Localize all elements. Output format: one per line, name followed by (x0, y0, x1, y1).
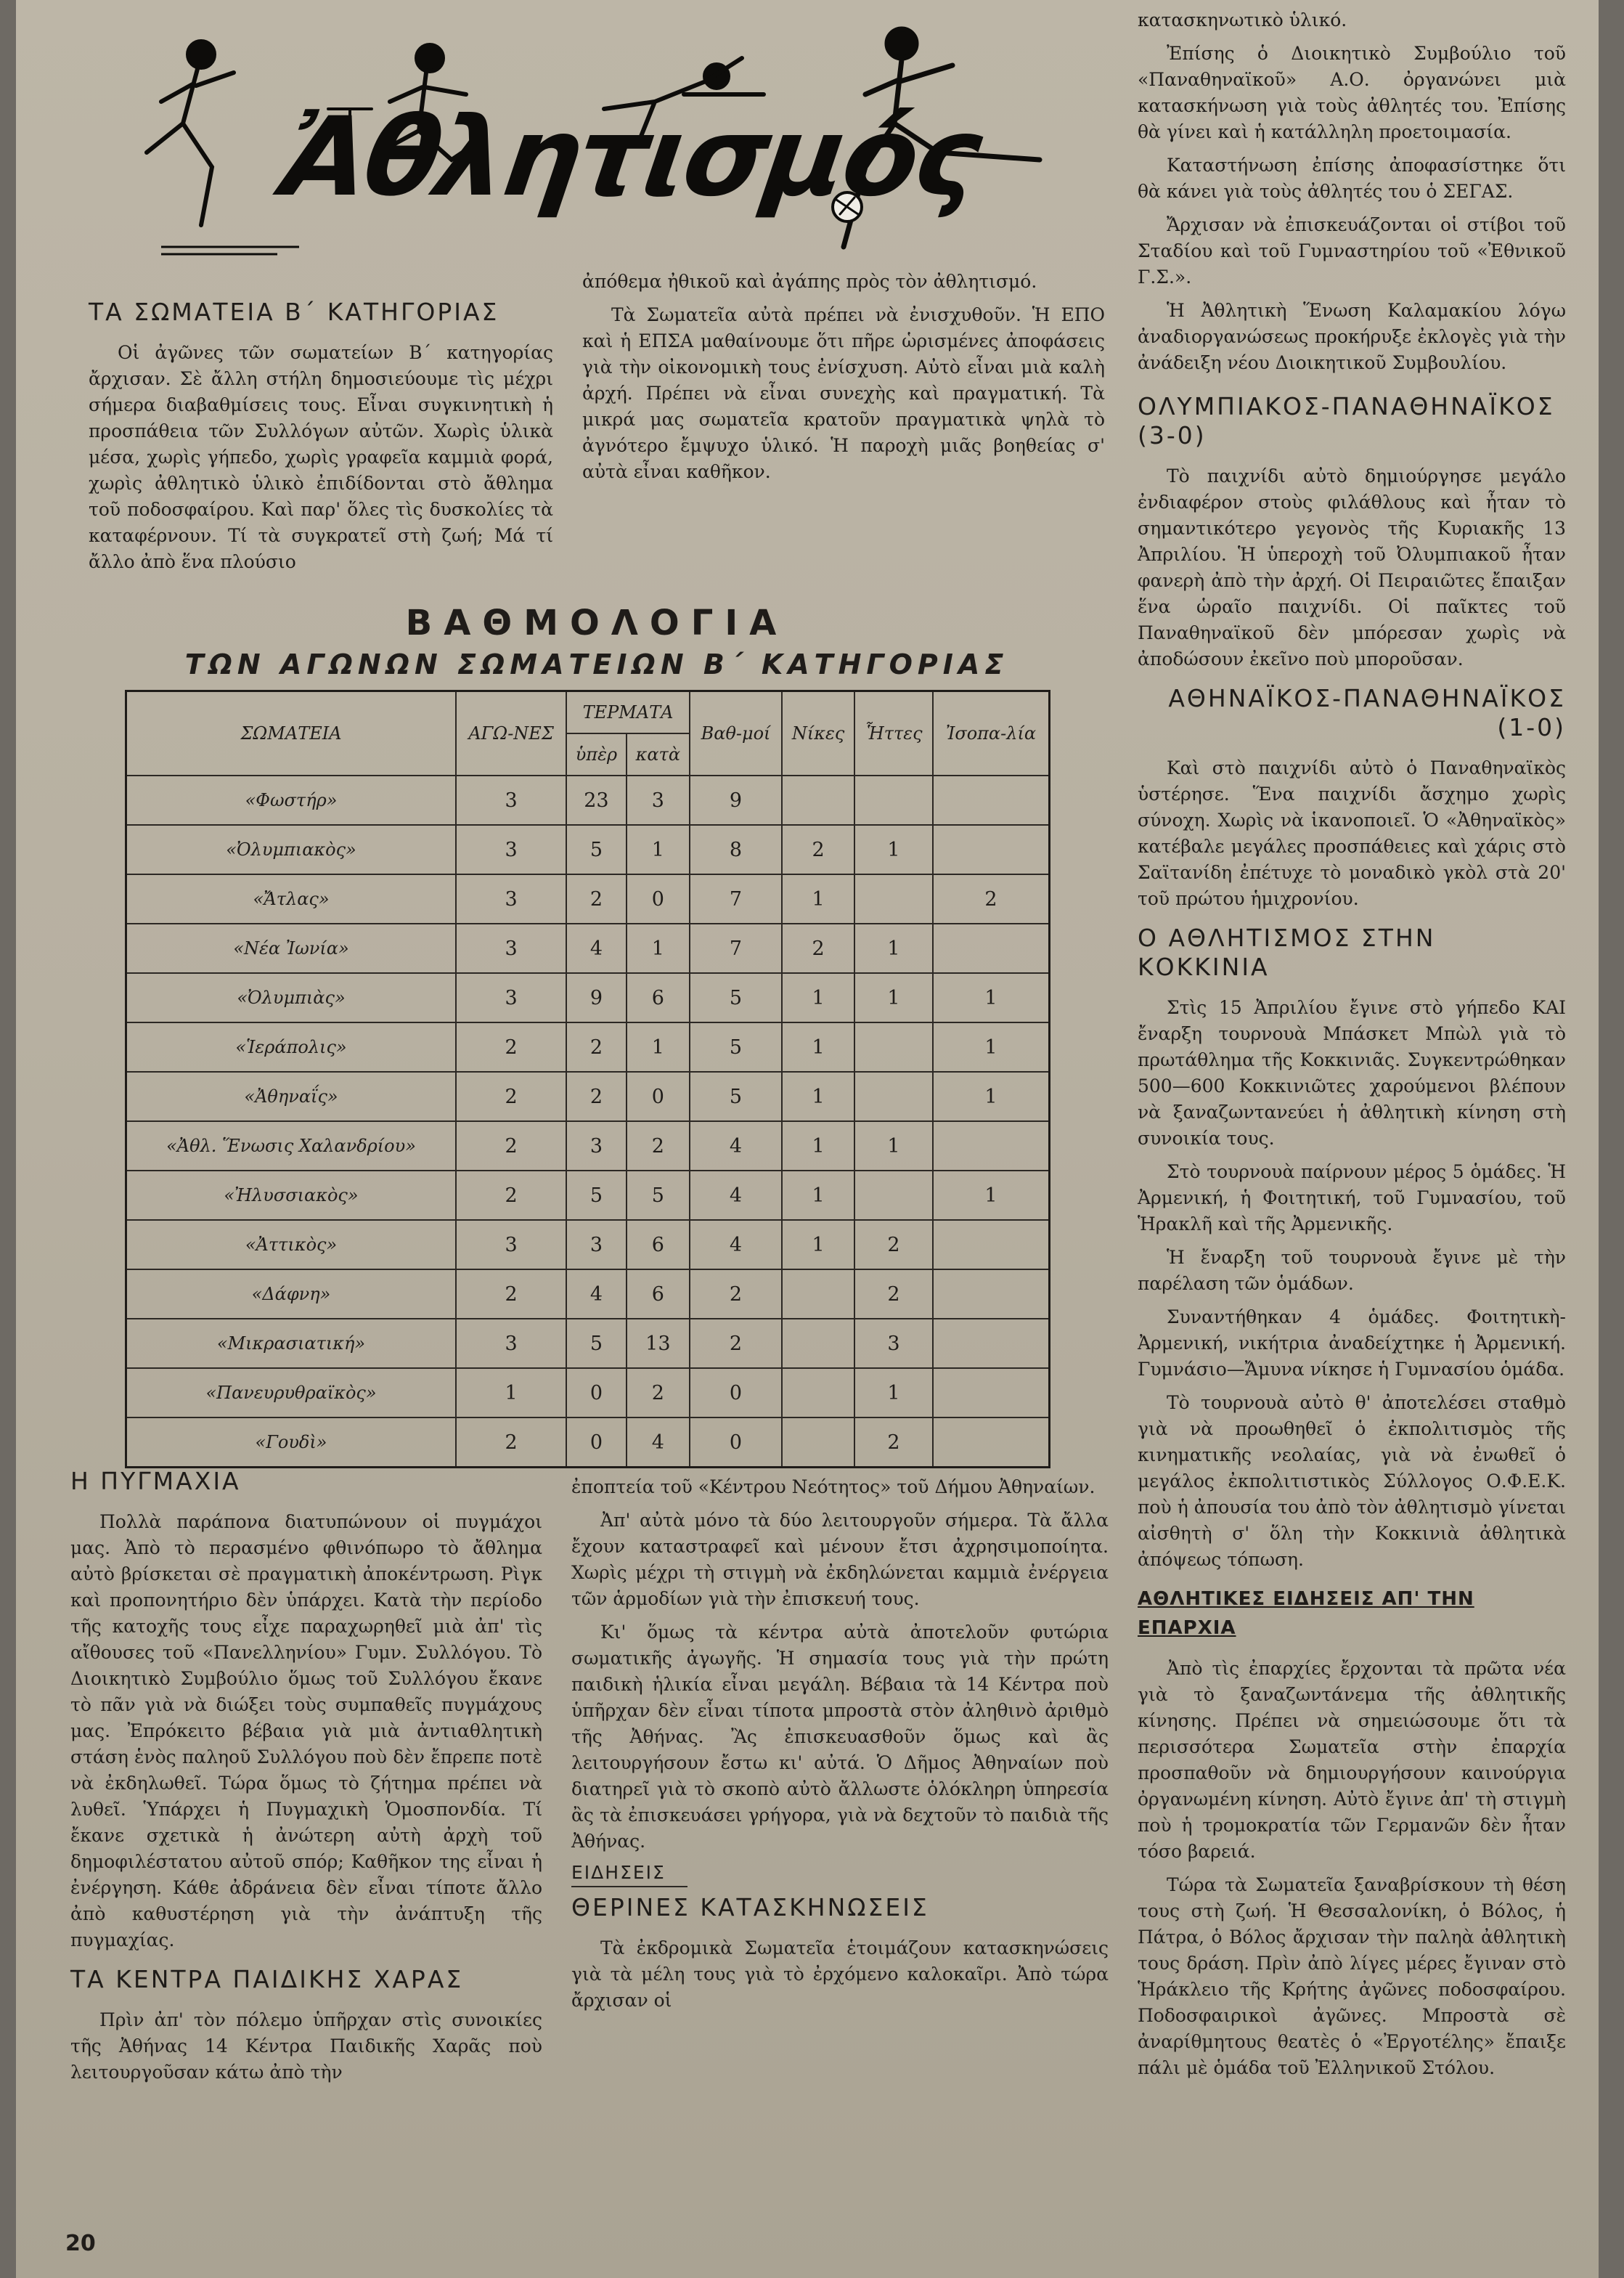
points-cell: 0 (690, 1368, 782, 1417)
right-top-paragraph-4: Ἄρχισαν νὰ ἐπισκευάζονται οἱ στίβοι τοῦ Σταδίου καὶ τοῦ Γυμναστηρίου τοῦ «Ἐθνικοῦ Γ.Σ.». (1138, 214, 1566, 288)
draws-cell (933, 1269, 1050, 1319)
points-cell: 7 (690, 874, 782, 924)
games-cell: 3 (456, 973, 566, 1022)
for-cell: 3 (566, 1220, 627, 1269)
for-cell: 2 (566, 1022, 627, 1072)
draws-cell (933, 825, 1050, 874)
table-row (126, 1171, 1050, 1220)
losses-cell: 1 (854, 825, 933, 874)
header-games: ΑΓΩ-ΝΕΣ (456, 691, 566, 776)
for-cell: 2 (566, 1072, 627, 1121)
against-cell: 1 (627, 825, 690, 874)
kokkinia-paragraph-2: Στὸ τουρνουὰ παίρνουν μέρος 5 ὁμάδες. Ἡ Ἀρμενική, ἡ Φοιτητική, τοῦ Γυμνασίου, τοῦ Ἡρακλῆ καὶ τῆς Ἀρμενικῆς. (1138, 1161, 1566, 1234)
games-cell: 2 (456, 1121, 566, 1171)
right-top-paragraph-5: Ἡ Ἀθλητικὴ Ἕνωση Καλαμακίου λόγω ἀναδιοργανώσεως προκήρυξε ἐκλογὲς γιὰ τὴν ἀνάδειξη νέου Διοικητικοῦ Συμβουλίου. (1138, 300, 1566, 373)
table-row (126, 1319, 1050, 1368)
table-row (126, 1121, 1050, 1171)
header-goals: ΤΕΡΜΑΤΑ (566, 691, 690, 734)
wins-cell: 1 (782, 1072, 854, 1121)
points-cell: 5 (690, 1072, 782, 1121)
for-cell: 5 (566, 1319, 627, 1368)
games-cell: 3 (456, 776, 566, 825)
wins-cell (782, 1319, 854, 1368)
kokkinia-paragraph-3: Ἡ ἔναρξη τοῦ τουρνουὰ ἔγινε μὲ τὴν παρέλαση τῶν ὁμάδων. (1138, 1247, 1566, 1294)
team-name-cell: «Νέα Ἰωνία» (126, 924, 457, 973)
for-cell: 4 (566, 924, 627, 973)
children-centres-continuation-1: ἐποπτεία τοῦ «Κέντρου Νεότητος» τοῦ Δήμου Ἀθηναίων. (571, 1476, 1095, 1497)
against-cell: 13 (627, 1319, 690, 1368)
lower-league-continuation-2: Τὰ Σωματεῖα αὐτὰ πρέπει νὰ ἐνισχυθοῦν. Ἡ ΕΠΟ καὶ ἡ ΕΠΣΑ μαθαίνουμε ὅτι πῆρε ὡρισμένες ἀποφάσεις γιὰ τὴν οἰκονομικὴ τους ἐνίσχυση. Αὐτὸ εἶναι μιὰ καλὴ ἀρχή. Πρέπει νὰ εἶναι συνεχὴς καὶ πραγματική. Τὰ μικρά μας σωματεῖα κρατοῦν πραγματικὰ ψηλὰ τὸ ἀγνότερο ἔμψυχο ὑλικό. Ἡ παροχὴ μιᾶς βοηθείας σ' αὐτὰ εἶναι καθῆκον. (582, 304, 1105, 482)
match2-paragraph: Καὶ στὸ παιχνίδι αὐτὸ ὁ Παναθηναϊκὸς ὑστέρησε. Ἕνα παιχνίδι ἄσχημο χωρὶς σύνοχη. Χωρὶς νὰ ἱκανοποιεῖ. Ὁ «Ἀθηναϊκὸς» κατέβαλε μεγάλες προσπάθειες καὶ χάρις στὸ Σαϊτανίδη ἐπέτυχε τὸ μοναδικὸ γκὸλ στὰ 20' τοῦ πρώτου ἡμιχρονίου. (1138, 757, 1566, 909)
table-row (126, 776, 1050, 825)
draws-cell (933, 924, 1050, 973)
draws-cell (933, 1319, 1050, 1368)
masthead-title: Ἀθλητισμός (275, 94, 987, 221)
games-cell: 3 (456, 924, 566, 973)
wins-cell: 1 (782, 874, 854, 924)
games-cell: 3 (456, 1220, 566, 1269)
games-cell: 2 (456, 1022, 566, 1072)
draws-cell: 1 (933, 1072, 1050, 1121)
team-name-cell: «Πανευρυθραϊκὸς» (126, 1368, 457, 1417)
kokkinia-heading: Ο ΑΘΛΗΤΙΣΜΟΣ ΣΤΗΝ ΚΟΚΚΙΝΙΑ (1138, 924, 1436, 981)
kokkinia-paragraph-1: Στὶς 15 Ἀπριλίου ἔγινε στὸ γήπεδο ΚΑΙ ἔναρξη τουρνουὰ Μπάσκετ Μπὼλ γιὰ τὸ πρωτάθλημα τῆς Κοκκινιᾶς. Συγκεντρώθηκαν 500—600 Κοκκινιῶτες χαρούμενοι βλέπουν νὰ ξαναζωντανεύει ἡ ἀθλητικὴ κίνηση στὴ συνοικία τους. (1138, 997, 1566, 1149)
team-name-cell: «Ἀθηναΐς» (126, 1072, 457, 1121)
for-cell: 4 (566, 1269, 627, 1319)
header-wins: Νίκες (782, 691, 854, 776)
team-name-cell: «Ἀθλ. Ἕνωσις Χαλανδρίου» (126, 1121, 457, 1171)
wins-cell (782, 1417, 854, 1468)
lower-league-continuation (582, 269, 1105, 492)
lower-league-paragraph: Οἱ ἀγῶνες τῶν σωματείων Β΄ κατηγορίας ἄρχισαν. Σὲ ἄλλη στήλη δημοσιεύουμε τὶς μέχρι σήμερα διαβαθμίσεις τους. Εἶναι συγκινητικὴ ἡ προσπάθεια τῶν Συλλόγων αὐτῶν. Χωρὶς ὑλικὰ μέσα, χωρὶς γήπεδο, χωρὶς γραφεῖα καμμιὰ φορά, χωρὶς ἀθλητικὸ ὑλικὸ ἐπιδίδονται στὸ ἄθλημα τοῦ ποδοσφαίρου. Καὶ παρ' ὅλες τὶς δυσκολίες τὰ καταφέρνουν. Τί τὰ συγκρατεῖ στὴ ζωή; Μά τί ἄλλο ἀπὸ ἕνα πλούσιο (89, 342, 553, 572)
losses-cell (854, 1171, 933, 1220)
against-cell: 3 (627, 776, 690, 825)
right-top-paragraph-3: Καταστήνωση ἐπίσης ἀποφασίστηκε ὅτι θὰ κάνει γιὰ τοὺς ἀθλητές του ὁ ΣΕΓΑΣ. (1138, 155, 1566, 202)
team-name-cell: «Γουδὶ» (126, 1417, 457, 1468)
header-teams: ΣΩΜΑΤΕΙΑ (126, 691, 457, 776)
points-cell: 5 (690, 973, 782, 1022)
team-name-cell: «Φωστήρ» (126, 776, 457, 825)
draws-cell: 1 (933, 973, 1050, 1022)
news-section-label: ΕΙΔΗΣΕΙΣ (571, 1862, 666, 1883)
boxing-article (70, 1467, 542, 2093)
for-cell: 3 (566, 1121, 627, 1171)
points-cell: 8 (690, 825, 782, 874)
points-cell: 4 (690, 1220, 782, 1269)
losses-cell: 1 (854, 924, 933, 973)
points-cell: 2 (690, 1319, 782, 1368)
kokkinia-paragraph-4: Συναντήθηκαν 4 ὁμάδες. Φοιτητικὴ-Ἀρμενική, νικήτρια ἀναδείχτηκε ἡ Ἀρμενική. Γυμνάσιο—Ἄμυνα νίκησε ἡ Γυμνασίου ὁμάδα. (1138, 1306, 1566, 1380)
for-cell: 0 (566, 1368, 627, 1417)
losses-cell (854, 1072, 933, 1121)
provinces-heading: ΑΘΛΗΤΙΚΕΣ ΕΙΔΗΣΕΙΣ ΑΠ' ΤΗΝ ΕΠΑΡΧΙΑ (1138, 1588, 1474, 1639)
children-centres-paragraph: Πρὶν ἀπ' τὸν πόλεμο ὑπῆρχαν στὶς συνοικίες τῆς Ἀθήνας 14 Κέντρα Παιδικῆς Χαρᾶς ποὺ λειτουργοῦσαν κάτω ἀπὸ τὴν (70, 2009, 542, 2083)
boxing-paragraph: Πολλὰ παράπονα διατυπώνουν οἱ πυγμάχοι μας. Ἀπὸ τὸ περασμένο φθινόπωρο τὸ ἄθλημα αὐτὸ βρίσκεται σὲ πραγματικὴ ἀποκέντρωση. Ρὶγκ καὶ προπονητήριο δὲν ὑπάρχει. Κατὰ τὴν περίοδο τῆς κατοχῆς τους εἶχε παραχωρηθεῖ μιὰ ἀπ' τὶς αἴθουσες τοῦ «Πανελληνίου» Γυμν. Συλλόγου. Τὸ Διοικητικὸ Συμβούλιο ὅμως τοῦ Συλλόγου ἔκανε τὸ πᾶν γιὰ νὰ διώξει τοὺς συμπαθεῖς πυγμάχους μας. Ἐπρόκειτο βέβαια γιὰ μιὰ ἀντιαθλητικὴ στάση ἑνὸς παληοῦ Συλλόγου ποὺ δὲν ἔπρεπε ποτὲ νὰ ἐκδηλωθεῖ. Τώρα ὅμως τὸ ζήτημα πρέπει νὰ λυθεῖ. Ὑπάρχει ἡ Πυγμαχικὴ Ὁμοσπονδία. Τί ἔκανε σχετικὰ ἡ ἀνώτερη αὐτὴ ἀρχὴ τοῦ δημοφιλέστατου αὐτοῦ σπόρ; Καθῆκον της εἶναι ἡ ἐνέργηση. Κάθε ἀδράνεια δὲν εἶναι τίποτε ἄλλο ἀπὸ καθυστέρηση γιὰ τὴν ἀνάπτυξη τῆς πυγμαχίας. (70, 1511, 542, 1950)
against-cell: 6 (627, 1269, 690, 1319)
points-cell: 2 (690, 1269, 782, 1319)
swimmer-lines-icon (161, 247, 299, 254)
against-cell: 4 (627, 1417, 690, 1468)
header-goals-for: ὑπὲρ (566, 733, 627, 776)
kokkinia-paragraph-5: Τὸ τουρνουὰ αὐτὸ θ' ἀποτελέσει σταθμὸ γιὰ νὰ προωθηθεῖ ὁ ἐκπολιτισμὸς τῆς κινηματικῆς νεολαίας, γιὰ νὰ ἐνωθεῖ ὁ μεγάλος ἐκπολιτιστικὸς Σύλλογος Ο.Φ.Ε.Κ. ποὺ ἡ ἀπουσία του ἀπὸ τὸν ἀθλητισμὸ γίνεται αἰσθητὴ σ' ὅλη τὴν Κοκκινιὰ ἀθλητικὰ ἀπόψεως τόπωση. (1138, 1392, 1566, 1570)
match1-heading: ΟΛΥΜΠΙΑΚΟΣ-ΠΑΝΑΘΗΝΑΪΚΟΣ (3-0) (1138, 392, 1555, 450)
provinces-paragraph-1: Ἀπὸ τὶς ἐπαρχίες ἔρχονται τὰ πρῶτα νέα γιὰ τὸ ξαναζωντάνεμα τῆς ἀθλητικῆς κίνησης. Πρέπει νὰ σημειώσουμε ὅτι τὰ περισσότερα Σωματεῖα στὴν ἐπαρχία προσπαθοῦν νὰ δημιουργήσουν καινούργια ὀργανωμένη κίνηση. Αὐτὸ ἔγινε ἀπ' τὴ στιγμὴ ποὺ ἡ τρομοκρατία τῶν Γερμανῶν δὲν ἦταν τόσο βαρειά. (1138, 1658, 1566, 1862)
children-centres-continuation-3: Κι' ὅμως τὰ κέντρα αὐτὰ ἀποτελοῦν φυτώρια σωματικῆς ἀγωγῆς. Ἡ σημασία τους γιὰ τὴν πρώτη παιδικὴ ἡλικία εἶναι μεγάλη. Βέβαια τὰ 14 Κέντρα ποὺ ὑπῆρχαν δὲν εἶναι τίποτα μπροστὰ στὸν ἀληθινὸ ἀριθμὸ τῆς Ἀθήνας. Ἂς ἐπισκευασθοῦν ὅμως καὶ ἂς λειτουργήσουν ἔστω κι' αὐτά. Ὁ Δῆμος Ἀθηναίων ποὺ διατηρεῖ γιὰ τὸ σκοπὸ αὐτὸ ἄλλωστε ὁλόκληρη ὑπηρεσία ἂς τὰ ἐπισκευάσει γρήγορα, γιὰ νὰ δεχτοῦν τὸ παιδιὰ τῆς Ἀθήνας. (571, 1622, 1109, 1852)
table-row (126, 825, 1050, 874)
for-cell: 5 (566, 825, 627, 874)
table-row (126, 1220, 1050, 1269)
team-name-cell: «Ἀττικὸς» (126, 1220, 457, 1269)
table-row (126, 924, 1050, 973)
points-cell: 4 (690, 1121, 782, 1171)
wins-cell: 1 (782, 1022, 854, 1072)
points-cell: 7 (690, 924, 782, 973)
for-cell: 9 (566, 973, 627, 1022)
table-row (126, 874, 1050, 924)
right-top-paragraph-2: Ἐπίσης ὁ Διοικητικὸ Συμβούλιο τοῦ «Παναθηναϊκοῦ» Α.Ο. ὀργανώνει μιὰ κατασκήνωση γιὰ τοὺς ἀθλητές του. Ἐπίσης θὰ γίνει καὶ ἡ κατάλληλη προετοιμασία. (1138, 43, 1566, 142)
wins-cell: 1 (782, 1220, 854, 1269)
losses-cell (854, 874, 933, 924)
standings-title: ΒΑΘΜΟΛΟΓΙΑ (405, 603, 788, 643)
team-name-cell: «Μικρασιατική» (126, 1319, 457, 1368)
losses-cell: 2 (854, 1220, 933, 1269)
for-cell: 5 (566, 1171, 627, 1220)
standings-subtitle: ΤΩΝ ΑΓΩΝΩΝ ΣΩΜΑΤΕΙΩΝ Β΄ ΚΑΤΗΓΟΡΙΑΣ (184, 648, 1009, 680)
table-row (126, 1269, 1050, 1319)
for-cell: 0 (566, 1417, 627, 1468)
draws-cell: 2 (933, 874, 1050, 924)
wins-cell (782, 1368, 854, 1417)
header-goals-against: κατὰ (627, 733, 690, 776)
summer-camps-paragraph: Τὰ ἐκδρομικὰ Σωματεῖα ἑτοιμάζουν κατασκηνώσεις γιὰ τὰ μέλη τους γιὰ τὸ ἐρχόμενο καλοκαῖρι. Ἀπὸ τώρα ἄρχισαν οἱ (571, 1937, 1109, 2011)
against-cell: 6 (627, 973, 690, 1022)
draws-cell (933, 1368, 1050, 1417)
children-centres-heading: ΤΑ ΚΕΝΤΡΑ ΠΑΙΔΙΚΗΣ ΧΑΡΑΣ (70, 1965, 464, 1993)
games-cell: 2 (456, 1072, 566, 1121)
for-cell: 2 (566, 874, 627, 924)
draws-cell (933, 1417, 1050, 1468)
wins-cell (782, 1269, 854, 1319)
wins-cell: 1 (782, 1121, 854, 1171)
points-cell: 0 (690, 1417, 782, 1468)
team-name-cell: «Ἄτλας» (126, 874, 457, 924)
games-cell: 3 (456, 1319, 566, 1368)
header-losses: Ἧττες (854, 691, 933, 776)
team-name-cell: «Ὀλυμπιακὸς» (126, 825, 457, 874)
against-cell: 0 (627, 1072, 690, 1121)
against-cell: 2 (627, 1121, 690, 1171)
for-cell: 23 (566, 776, 627, 825)
losses-cell: 3 (854, 1319, 933, 1368)
boxing-heading: Η ΠΥΓΜΑΧΙΑ (70, 1467, 241, 1495)
page-number: 20 (65, 2231, 96, 2256)
losses-cell: 1 (854, 973, 933, 1022)
games-cell: 2 (456, 1269, 566, 1319)
table-row (126, 1368, 1050, 1417)
against-cell: 2 (627, 1368, 690, 1417)
points-cell: 9 (690, 776, 782, 825)
games-cell: 1 (456, 1368, 566, 1417)
wins-cell: 1 (782, 973, 854, 1022)
lower-league-heading: ΤΑ ΣΩΜΑΤΕΙΑ Β΄ ΚΑΤΗΓΟΡΙΑΣ (89, 298, 499, 326)
lower-league-article (89, 298, 553, 582)
team-name-cell: «Ἱεράπολις» (126, 1022, 457, 1072)
losses-cell (854, 776, 933, 825)
magazine-page (16, 0, 1599, 2278)
wins-cell: 2 (782, 924, 854, 973)
team-name-cell: «Δάφνη» (126, 1269, 457, 1319)
games-cell: 3 (456, 874, 566, 924)
against-cell: 1 (627, 1022, 690, 1072)
games-cell: 2 (456, 1417, 566, 1468)
match2-heading: ΑΘΗΝΑΪΚΟΣ-ΠΑΝΑΘΗΝΑΪΚΟΣ (1-0) (1168, 684, 1566, 741)
against-cell: 6 (627, 1220, 690, 1269)
right-column (1138, 7, 1566, 2088)
games-cell: 2 (456, 1171, 566, 1220)
match1-paragraph: Τὸ παιχνίδι αὐτὸ δημιούργησε μεγάλο ἐνδιαφέρον στοὺς φιλάθλους καὶ ἦταν τὸ σημαντικότερο γεγονὸς τῆς Κυριακῆς 13 Ἀπριλίου. Ἡ ὑπεροχὴ τοῦ Ὀλυμπιακοῦ ἦταν φανερὴ ἀπὸ τὴν ἀρχή. Οἱ Πειραιῶτες ἔπαιξαν ἕνα ὡραῖο παιχνίδι. Οἱ παῖκτες τοῦ Παναθηναϊκοῦ δὲν μπόρεσαν χωρὶς νὰ ἀποδώσουν ἐκεῖνο ποὺ μποροῦσαν. (1138, 465, 1566, 670)
lower-league-continuation-1: ἀπόθεμα ἠθικοῦ καὶ ἀγάπης πρὸς τὸν ἀθλητισμό. (582, 271, 1037, 292)
against-cell: 0 (627, 874, 690, 924)
draws-cell: 1 (933, 1022, 1050, 1072)
header-draws: Ἰσοπα-λία (933, 691, 1050, 776)
draws-cell (933, 776, 1050, 825)
news-divider (571, 1886, 687, 1887)
table-row (126, 973, 1050, 1022)
games-cell: 3 (456, 825, 566, 874)
losses-cell: 2 (854, 1269, 933, 1319)
children-centres-continuation-2: Ἀπ' αὐτὰ μόνο τὰ δύο λειτουργοῦν σήμερα. Τὰ ἄλλα ἔχουν καταστραφεῖ καὶ μένουν ἔτσι ἀχρησιμοποίητα. Χωρὶς μέχρι τὴ στιγμὴ νὰ ἐκδηλώνεται καμμιὰ ἐνέργεια τῶν ἁρμοδίων γιὰ τὴν ἐπισκευή τους. (571, 1510, 1109, 1609)
losses-cell: 1 (854, 1121, 933, 1171)
children-centres-continuation (571, 1474, 1109, 2021)
table-row (126, 1022, 1050, 1072)
wins-cell (782, 776, 854, 825)
team-name-cell: «Ὀλυμπιὰς» (126, 973, 457, 1022)
wins-cell: 1 (782, 1171, 854, 1220)
wins-cell: 2 (782, 825, 854, 874)
draws-cell (933, 1220, 1050, 1269)
provinces-paragraph-2: Τώρα τὰ Σωματεῖα ξαναβρίσκουν τὴ θέση τους στὴ ζωή. Ἡ Θεσσαλονίκη, ὁ Βόλος, ἡ Πάτρα, ὁ Βόλος ἄρχισαν τὴν παληὰ ἀθλητικὴ τους δράση. Πρὶν ἀπὸ λίγες μέρες ἔγιναν στὸ Ἡράκλειο τῆς Κρήτης ἀγῶνες ποδοσφαίρου. Ποδοσφαιρικοὶ ἀγῶνες. Μπροστὰ σὲ ἀναρίθμητους θεατὲς ὁ «Ἐργοτέλης» ἔπαιξε πάλι μὲ ὁμάδα τοῦ Ἐλληνικοῦ Στόλου. (1138, 1874, 1566, 2078)
table-row (126, 1072, 1050, 1121)
losses-cell (854, 1022, 933, 1072)
right-top-paragraph-1: κατασκηνωτικὸ ὑλικό. (1138, 9, 1347, 30)
standings-table (125, 690, 1050, 1468)
table-row (126, 1417, 1050, 1468)
header-points: Βαθ-μοί (690, 691, 782, 776)
points-cell: 4 (690, 1171, 782, 1220)
draws-cell (933, 1121, 1050, 1171)
runner-figure-icon (147, 41, 234, 225)
summer-camps-heading: ΘΕΡΙΝΕΣ ΚΑΤΑΣΚΗΝΩΣΕΙΣ (571, 1893, 929, 1921)
points-cell: 5 (690, 1022, 782, 1072)
against-cell: 5 (627, 1171, 690, 1220)
standings-body (126, 776, 1050, 1468)
against-cell: 1 (627, 924, 690, 973)
losses-cell: 2 (854, 1417, 933, 1468)
draws-cell: 1 (933, 1171, 1050, 1220)
team-name-cell: «Ἠλυσσιακὸς» (126, 1171, 457, 1220)
losses-cell: 1 (854, 1368, 933, 1417)
